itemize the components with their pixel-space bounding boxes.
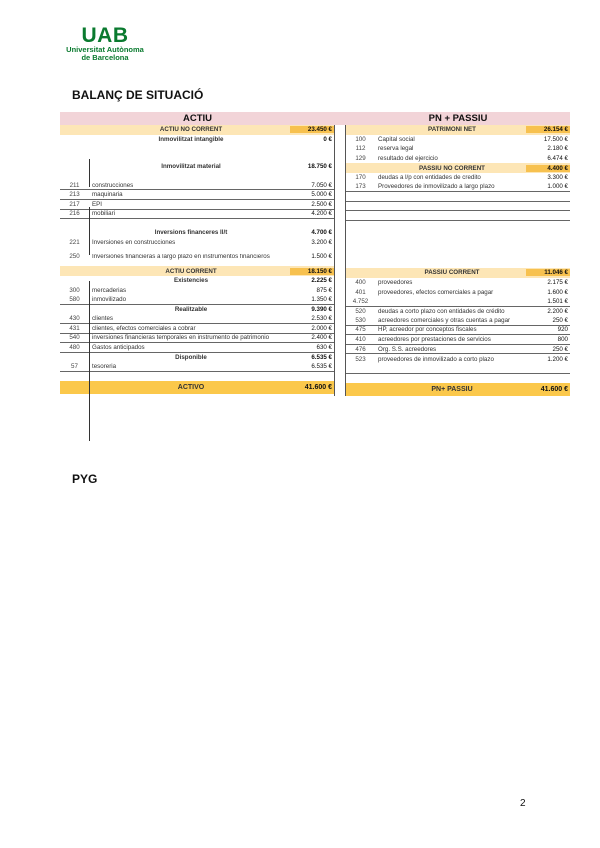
table-row — [346, 297, 570, 307]
account-description: Capital social — [378, 135, 415, 143]
account-value: 41.600 € — [304, 383, 332, 391]
account-value: 2.225 € — [311, 277, 332, 285]
table-row — [346, 154, 570, 164]
table-row — [60, 153, 334, 162]
header-actiu: ACTIU — [182, 113, 213, 124]
passiu-column — [346, 125, 570, 396]
account-code: 480 — [69, 343, 80, 351]
account-value: 2.175 € — [547, 279, 568, 287]
passiu-section-row — [346, 125, 570, 135]
account-description: Proveedores de inmovilizado a largo plazo — [378, 183, 495, 191]
account-code: 100 — [355, 135, 366, 143]
actiu-section-row — [60, 228, 334, 238]
account-value: 2.400 € — [311, 334, 332, 342]
account-description: ACTIU NO CORRENT — [159, 126, 223, 134]
uab-logo — [60, 26, 150, 62]
table-row — [346, 326, 570, 336]
account-value: 7.050 € — [311, 181, 332, 189]
account-description: tesoreria — [92, 363, 117, 371]
table-row — [346, 354, 570, 364]
account-code: 217 — [69, 200, 80, 208]
page-title: BALANÇ DE SITUACIÓ — [72, 88, 204, 102]
account-description: maquinaria — [92, 191, 123, 199]
account-code: 431 — [69, 324, 80, 332]
table-row — [60, 334, 334, 344]
table-header — [60, 112, 570, 125]
account-value: 6.474 € — [547, 155, 568, 163]
account-value: 0 € — [323, 135, 332, 143]
header-pn-passiu: PN + PASSIU — [428, 113, 488, 124]
account-code: 57 — [71, 363, 78, 371]
account-value: 800 — [557, 336, 568, 344]
account-code: 540 — [69, 334, 80, 342]
table-row — [60, 314, 334, 324]
actiu-section-row — [60, 305, 334, 315]
account-description: PASSIU NO CORRENT — [419, 164, 485, 172]
account-description: resultado del ejercicio — [378, 155, 438, 163]
account-description: reserva legal — [378, 145, 414, 153]
account-description: PASSIU CORRENT — [424, 269, 480, 277]
account-code: 300 — [69, 286, 80, 294]
account-code: 211 — [69, 181, 80, 189]
page-number: 2 — [520, 798, 526, 809]
account-description: Inmovilitzat intangible — [158, 135, 224, 143]
account-description: inmovilizado — [92, 295, 127, 303]
table-row — [60, 172, 334, 181]
account-code: 475 — [355, 326, 366, 334]
divider-line — [89, 159, 90, 187]
passiu-total-row — [346, 383, 570, 396]
account-description: mercaderias — [92, 286, 127, 294]
table-row — [60, 181, 334, 191]
logo-line-1: Universitat Autònoma — [66, 45, 144, 54]
table-row — [60, 324, 334, 334]
column-separator — [335, 125, 346, 396]
account-value: 6.535 € — [311, 353, 332, 361]
account-value: 9.390 € — [311, 306, 332, 314]
account-description: Gastos anticipados — [92, 343, 145, 351]
account-value: 250 € — [552, 316, 568, 324]
account-description: deudas a l/p con entidades de credito — [378, 174, 481, 182]
account-description: EPI — [92, 200, 102, 208]
pyg-title: PYG — [72, 472, 98, 486]
account-description: Org. S.S. acreedores — [378, 345, 437, 353]
account-description: Inversions financeres ll/t — [154, 229, 228, 237]
passiu-section-row — [346, 268, 570, 278]
account-description: Realitzable — [174, 306, 208, 314]
account-code: 520 — [355, 307, 366, 315]
table-row — [60, 190, 334, 200]
table-row — [346, 221, 570, 230]
table-row — [346, 374, 570, 383]
account-value: 4.200 € — [311, 210, 332, 218]
account-code: 129 — [355, 155, 366, 163]
account-value: 250 € — [552, 345, 568, 353]
table-row — [346, 307, 570, 317]
account-description: mobiliari — [92, 210, 116, 218]
account-value: 6.535 € — [311, 363, 332, 371]
account-value: 18.150 € — [290, 268, 334, 275]
balance-sheet-table — [60, 112, 570, 396]
account-value: 1.600 € — [547, 288, 568, 296]
account-value: 4.700 € — [311, 229, 332, 237]
table-row — [346, 230, 570, 240]
table-row — [346, 144, 570, 154]
passiu-section-row — [346, 163, 570, 173]
table-row — [346, 183, 570, 193]
account-description: acreedores comerciales y otras cuentas a pagar — [378, 316, 511, 324]
account-value: 3.300 € — [547, 174, 568, 182]
table-row — [60, 286, 334, 296]
account-value: 2.530 € — [311, 315, 332, 323]
account-description: construcciones — [92, 181, 134, 189]
table-body — [60, 125, 570, 396]
account-code: 476 — [355, 345, 366, 353]
actiu-section-row — [60, 125, 334, 135]
logo-line-2: de Barcelona — [81, 53, 129, 62]
account-description: proveedores de inmovilizado a corto plazo — [378, 355, 494, 363]
account-value: 41.600 € — [540, 385, 568, 393]
account-value: 1.500 € — [311, 253, 332, 261]
table-row — [346, 135, 570, 145]
account-description: clientes, efectos comerciales a cobrar — [92, 324, 196, 332]
table-row — [346, 202, 570, 212]
account-description: HP, acreedor por conceptos fiscales — [378, 326, 477, 334]
table-row — [346, 249, 570, 268]
actiu-section-row — [60, 353, 334, 363]
table-row — [60, 362, 334, 372]
divider-line — [89, 281, 90, 441]
account-description: Existencies — [173, 277, 209, 285]
account-value: 5.000 € — [311, 191, 332, 199]
account-value: 2.500 € — [311, 200, 332, 208]
account-value: 2.200 € — [547, 307, 568, 315]
account-value: 11.046 € — [526, 269, 570, 276]
account-value: 2.000 € — [311, 324, 332, 332]
table-row — [346, 345, 570, 355]
table-row — [60, 200, 334, 210]
actiu-column — [60, 125, 335, 396]
table-row — [346, 173, 570, 183]
account-description: Inversiones en construcciones — [92, 239, 176, 247]
account-value: 18.750 € — [307, 163, 332, 171]
account-code: 410 — [355, 336, 366, 344]
table-row — [60, 372, 334, 381]
logo-text: UAB — [81, 24, 129, 47]
table-row — [60, 295, 334, 305]
table-row — [60, 238, 334, 248]
table-row — [346, 287, 570, 297]
account-code: 221 — [69, 239, 80, 247]
actiu-section-row — [60, 135, 334, 145]
actiu-section-row — [60, 276, 334, 286]
account-description: Inversiones financieras a largo plazo en instrumentos financieros — [92, 253, 270, 260]
table-row — [60, 247, 334, 266]
table-row — [60, 144, 334, 153]
account-value: 1.200 € — [547, 355, 568, 363]
account-value: 920 — [557, 326, 568, 334]
account-code: 401 — [355, 288, 366, 296]
table-row — [346, 335, 570, 345]
account-code: 250 — [69, 253, 80, 261]
account-description: PATRIMONI NET — [428, 126, 476, 134]
account-value: 23.450 € — [290, 126, 334, 133]
account-value: 1.000 € — [547, 183, 568, 191]
account-value: 26.154 € — [526, 126, 570, 133]
account-code: 530 — [355, 316, 366, 324]
account-value: 630 € — [316, 343, 332, 351]
account-value: 17.500 € — [543, 135, 568, 143]
account-description: PN+ PASSIU — [431, 385, 473, 393]
account-code: 400 — [355, 279, 366, 287]
table-row — [60, 343, 334, 353]
account-code: 213 — [69, 191, 80, 199]
account-value: 1.501 € — [547, 297, 568, 305]
account-code: 170 — [355, 174, 366, 182]
account-description: proveedores, efectos comerciales a pagar — [378, 288, 494, 296]
account-description: Inmovilitzat material — [161, 163, 221, 171]
table-row — [346, 211, 570, 221]
account-description: Disponible — [175, 353, 207, 361]
account-code: 430 — [69, 315, 80, 323]
actiu-total-row — [60, 381, 334, 394]
table-row — [346, 364, 570, 374]
divider-line — [89, 207, 90, 255]
account-code: 4.752 — [352, 297, 369, 305]
table-row — [346, 278, 570, 288]
account-description: acreedores por prestaciones de servicios — [378, 336, 491, 344]
table-row — [346, 192, 570, 202]
account-code: 580 — [69, 295, 80, 303]
account-value: 3.200 € — [311, 239, 332, 247]
account-value: 2.180 € — [547, 145, 568, 153]
account-description: ACTIU CORRENT — [165, 267, 217, 275]
account-value: 4.400 € — [526, 165, 570, 172]
table-row — [60, 219, 334, 228]
account-code: 173 — [355, 183, 366, 191]
table-row — [60, 210, 334, 220]
account-description: inversiones financieras temporales en instrumento de patrimonio — [92, 334, 270, 342]
account-description: proveedores — [378, 279, 413, 287]
actiu-section-row — [60, 162, 334, 172]
account-code: 112 — [355, 145, 366, 153]
account-code: 216 — [69, 210, 80, 218]
account-code: 523 — [355, 355, 366, 363]
table-row — [346, 240, 570, 250]
account-value: 875 € — [316, 286, 332, 294]
account-description: clientes — [92, 315, 113, 323]
account-description: deudas a corto plazo con entidades de crédito — [378, 307, 505, 315]
account-value: 1.350 € — [311, 295, 332, 303]
actiu-section-row — [60, 266, 334, 276]
account-description: ACTIVO — [177, 383, 205, 391]
table-row — [346, 316, 570, 326]
